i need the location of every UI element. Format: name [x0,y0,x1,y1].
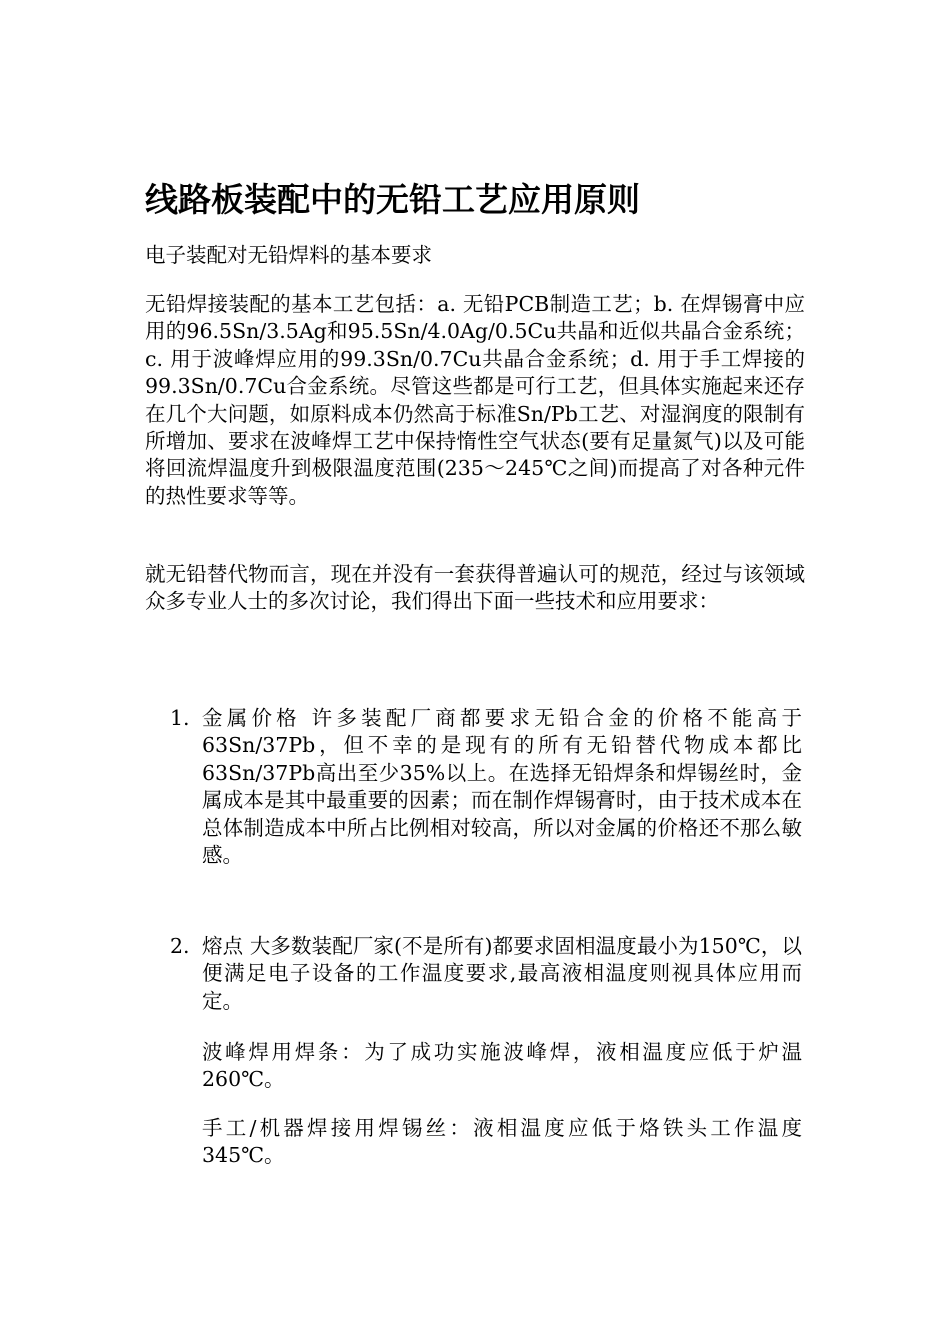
list-item-number: 2. [170,934,190,958]
section-subheading: 电子装配对无铅焊料的基本要求 [145,243,432,267]
paragraph-process-overview: 无铅焊接装配的基本工艺包括：a. 无铅PCB制造工艺；b. 在焊锡膏中应用的96.5Sn/3.5Ag和95.5Sn/4.0Ag/0.5Cu共晶和近似共晶合金系统；c. 用于波峰焊应用的99.3Sn/0.7Cu共晶合金系统；d. 用于手工焊接的99.3Sn/0.7Cu合金系统。尽管这些都是可行工艺，但具体实施起来还存在几个大问题，如原料成本仍然高于标准Sn/Pb工艺、对湿润度的限制有所增加、要求在波峰焊工艺中保持惰性空气状态(要有足量氮气)以及可能将回流焊温度升到极限温度范围(235～245℃之间)而提高了对各种元件的热性要求等等。 [145,292,805,508]
sub-paragraph-wave-solder-bar: 波峰焊用焊条：为了成功实施波峰焊，液相温度应低于炉温260℃。 [202,1040,802,1092]
list-item-number: 1. [170,706,190,730]
list-item-text: 金属价格 许多装配厂商都要求无铅合金的价格不能高于63Sn/37Pb，但不幸的是现有的所有无铅替代物成本都比63Sn/37Pb高出至少35%以上。在选择无铅焊条和焊锡丝时，金属成本是其中最重要的因素；而在制作焊锡膏时，由于技术成本在总体制造成本中所占比例相对较高，所以对金属的价格还不那么敏感。 [202,706,802,868]
list-item-text: 熔点 大多数装配厂家(不是所有)都要求固相温度最小为150℃，以便满足电子设备的工作温度要求,最高液相温度则视具体应用而定。 [202,934,802,1013]
sub-paragraph-solder-wire: 手工/机器焊接用焊锡丝：液相温度应低于烙铁头工作温度345℃。 [202,1116,802,1168]
paragraph-requirements-intro: 就无铅替代物而言，现在并没有一套获得普遍认可的规范，经过与该领域众多专业人士的多次讨论，我们得出下面一些技术和应用要求： [145,562,805,614]
document-title: 线路板装配中的无铅工艺应用原则 [145,180,640,219]
